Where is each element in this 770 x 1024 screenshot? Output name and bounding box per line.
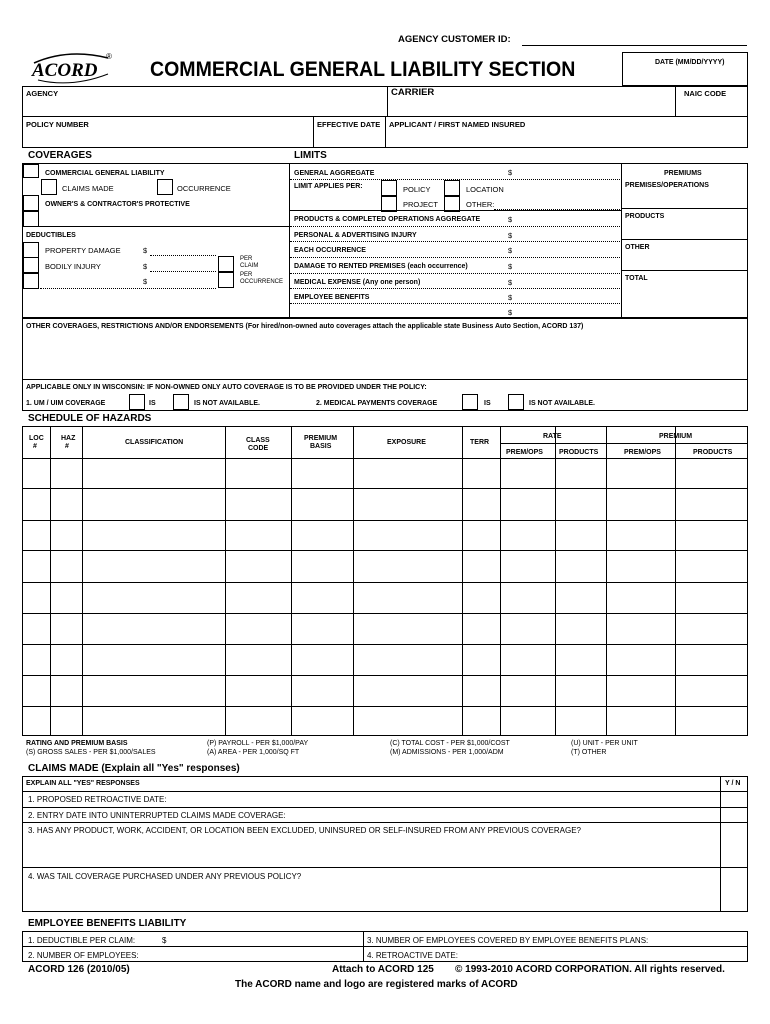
um-is-not-checkbox[interactable] [173,394,189,410]
claims-q4-yn[interactable] [722,869,746,911]
carrier-field[interactable] [391,100,671,114]
bodily-injury-checkbox[interactable] [23,257,39,273]
agency-customer-id-label: AGENCY CUSTOMER ID: [398,34,511,45]
rating-p: (P) PAYROLL - PER $1,000/PAY [207,740,309,747]
policy-checkbox[interactable] [381,180,397,196]
rating-c: (C) TOTAL COST - PER $1,000/COST [390,740,510,747]
damage-rented-dollar: $ [508,262,513,271]
premium-prem-ops-header: PREM/OPS [624,449,661,456]
attach-label: Attach to ACORD 125 [332,964,434,975]
hazard-row[interactable] [23,521,747,550]
loc-hash: # [33,443,37,450]
other-coverages-label: OTHER COVERAGES, RESTRICTIONS AND/OR ENDORSEMENTS (For hired/non-owned auto coverages attach the applicable state Business Auto Section, ACORD 137) [26,323,584,330]
employee-benefits-label: EMPLOYEE BENEFITS [294,294,370,301]
form-title: COMMERCIAL GENERAL LIABILITY SECTION [150,58,576,81]
ebl-q1: 1. DEDUCTIBLE PER CLAIM: [28,936,136,945]
naic-code-field[interactable] [679,100,745,114]
products-completed-label: PRODUCTS & COMPLETED OPERATIONS AGGREGATE [294,216,481,223]
copyright: © 1993-2010 ACORD CORPORATION. All rights reserved. [455,964,725,975]
coverages-heading: COVERAGES [28,150,92,161]
bodily-injury-dollar: $ [143,262,148,271]
hazard-row[interactable] [23,707,747,736]
rating-u: (U) UNIT - PER UNIT [571,740,638,747]
claims-made-checkbox[interactable] [41,179,57,195]
class-code-header-1: CLASS [246,437,270,444]
claims-q3-yn[interactable] [722,824,746,866]
naic-code-label: NAIC CODE [684,89,727,98]
limits-heading: LIMITS [294,150,327,161]
each-occurrence-label: EACH OCCURRENCE [294,247,366,254]
agency-field[interactable] [26,98,384,114]
policy-label: POLICY [403,185,431,194]
premises-operations-label: PREMISES/OPERATIONS [625,182,709,189]
rating-s: (S) GROSS SALES - PER $1,000/SALES [26,749,156,756]
deductibles-label: DEDUCTIBLES [26,232,76,239]
per-claim-label-2: CLAIM [240,263,259,269]
claims-q4: 4. WAS TAIL COVERAGE PURCHASED UNDER ANY PREVIOUS POLICY? [28,872,302,881]
products-completed-dollar: $ [508,215,513,224]
property-damage-checkbox[interactable] [23,242,39,258]
ebl-heading: EMPLOYEE BENEFITS LIABILITY [28,918,187,929]
rating-t: (T) OTHER [571,749,607,756]
ebl-q4: 4. RETROACTIVE DATE: [367,951,458,960]
claims-q3: 3. HAS ANY PRODUCT, WORK, ACCIDENT, OR LOCATION BEEN EXCLUDED, UNINSURED OR SELF-INSURED FROM ANY PREVIOUS COVERAGE? [28,826,581,835]
haz-hash: # [65,443,69,450]
per-occurrence-checkbox[interactable] [218,272,234,288]
hazard-row[interactable] [23,645,747,675]
property-damage-label: PROPERTY DAMAGE [45,246,121,255]
other-limit-label: OTHER: [466,200,495,209]
policy-number-field[interactable] [26,130,310,146]
rating-m: (M) ADMISSIONS - PER 1,000/ADM [390,749,504,756]
terr-header: TERR [470,439,490,446]
location-checkbox[interactable] [444,180,460,196]
per-claim-label-1: PER [240,256,253,262]
medical-expense-label: MEDICAL EXPENSE (Any one person) [294,279,421,286]
effective-date-field[interactable] [317,130,383,146]
exposure-header: EXPOSURE [387,439,426,446]
trademark-notice: The ACORD name and logo are registered marks of ACORD [235,979,518,990]
med-is-not-label: IS NOT AVAILABLE. [529,400,595,407]
claims-made-heading: CLAIMS MADE (Explain all "Yes" responses) [28,763,240,774]
premium-other-label: OTHER [625,244,650,251]
ebl-q1-dollar: $ [162,936,167,945]
general-aggregate-dollar: $ [508,168,513,177]
property-damage-dollar: $ [143,246,148,255]
rate-header: RATE [543,433,562,440]
per-claim-checkbox[interactable] [218,256,234,272]
bodily-injury-label: BODILY INJURY [45,262,101,271]
um-is-checkbox[interactable] [129,394,145,410]
retroactive-date-field[interactable] [190,793,718,807]
premium-basis-header-1: PREMIUM [304,435,338,442]
rating-basis-label: RATING AND PREMIUM BASIS [26,740,128,747]
hazard-row[interactable] [23,583,747,613]
carrier-label: CARRIER [391,87,435,98]
logo-text: ACORD [32,60,98,81]
med-is-not-checkbox[interactable] [508,394,524,410]
haz-header: HAZ [61,435,76,442]
rating-a: (A) AREA - PER 1,000/SQ FT [207,749,300,756]
general-aggregate-label: GENERAL AGGREGATE [294,170,375,177]
premiums-heading: PREMIUMS [664,170,702,177]
limit-applies-per-label: LIMIT APPLIES PER: [294,183,363,190]
premium-products-header: PRODUCTS [693,449,733,456]
other-limit-dollar: $ [508,308,513,317]
cgl-checkbox[interactable] [23,164,39,178]
form-number: ACORD 126 (2010/05) [28,964,130,975]
med-is-label: IS [484,400,491,407]
employee-benefits-dollar: $ [508,293,513,302]
med-is-checkbox[interactable] [462,394,478,410]
occurrence-checkbox[interactable] [157,179,173,195]
applicant-field[interactable] [389,130,745,146]
hazard-row[interactable] [23,459,747,488]
personal-adv-label: PERSONAL & ADVERTISING INJURY [294,232,417,239]
um-coverage-label: 1. UM / UIM COVERAGE [26,400,106,407]
hazards-heading: SCHEDULE OF HAZARDS [28,413,152,424]
employees-covered-field[interactable] [690,933,746,945]
premium-total-label: TOTAL [625,275,648,282]
claims-q2: 2. ENTRY DATE INTO UNINTERRUPTED CLAIMS MADE COVERAGE: [28,811,286,820]
personal-adv-dollar: $ [508,231,513,240]
agency-customer-id-field[interactable] [522,45,747,46]
wisconsin-label: APPLICABLE ONLY IN WISCONSIN: IF NON-OWNED ONLY AUTO COVERAGE IS TO BE PROVIDED UNDER THE POLICY: [26,384,427,391]
per-occurrence-label-1: PER [240,272,253,278]
hazard-row[interactable] [23,614,747,644]
effective-date-label: EFFECTIVE DATE [317,120,381,129]
project-label: PROJECT [403,200,439,209]
applicant-label: APPLICANT / FIRST NAMED INSURED [389,120,526,129]
premium-header: PREMIUM [659,433,693,440]
owners-label: OWNER'S & CONTRACTOR'S PROTECTIVE [45,201,190,208]
entry-date-field[interactable] [330,809,718,823]
class-code-header-2: CODE [248,445,269,452]
hazard-row[interactable] [23,489,747,520]
ebl-retroactive-date-field[interactable] [480,948,746,960]
um-is-label: IS [149,400,156,407]
hazard-row[interactable] [23,551,747,582]
ebl-q3: 3. NUMBER OF EMPLOYEES COVERED BY EMPLOYEE BENEFITS PLANS: [367,936,649,945]
other-deductible-dollar: $ [143,277,148,286]
rate-products-header: PRODUCTS [559,449,599,456]
registered-mark: ® [106,52,112,61]
hazard-row[interactable] [23,676,747,706]
medical-expense-dollar: $ [508,278,513,287]
loc-header: LOC [29,435,44,442]
explain-yes-label: EXPLAIN ALL "YES" RESPONSES [26,780,140,787]
other-coverage-1-checkbox[interactable] [23,211,39,227]
ebl-q2: 2. NUMBER OF EMPLOYEES: [28,951,139,960]
yn-label: Y / N [725,780,741,787]
location-label: LOCATION [466,185,504,194]
per-occurrence-label-2: OCCURRENCE [240,279,284,285]
date-label: DATE (MM/DD/YYYY) [655,59,725,66]
rate-prem-ops-header: PREM/OPS [506,449,543,456]
premium-products-label: PRODUCTS [625,213,665,220]
damage-rented-label: DAMAGE TO RENTED PREMISES (each occurrence) [294,263,468,270]
policy-number-label: POLICY NUMBER [26,120,89,129]
deductible-per-claim-field[interactable] [170,933,360,945]
um-is-not-label: IS NOT AVAILABLE. [194,400,260,407]
premium-basis-header-2: BASIS [310,443,332,450]
medical-payments-label: 2. MEDICAL PAYMENTS COVERAGE [316,400,438,407]
agency-label: AGENCY [26,89,59,98]
each-occurrence-dollar: $ [508,246,513,255]
owners-checkbox[interactable] [23,195,39,211]
occurrence-label: OCCURRENCE [177,184,231,193]
cgl-label: COMMERCIAL GENERAL LIABILITY [45,170,165,177]
classification-header: CLASSIFICATION [125,439,184,446]
number-employees-field[interactable] [160,948,360,960]
other-deductible-checkbox[interactable] [23,273,39,289]
claims-q1: 1. PROPOSED RETROACTIVE DATE: [28,795,167,804]
claims-made-label: CLAIMS MADE [62,184,114,193]
